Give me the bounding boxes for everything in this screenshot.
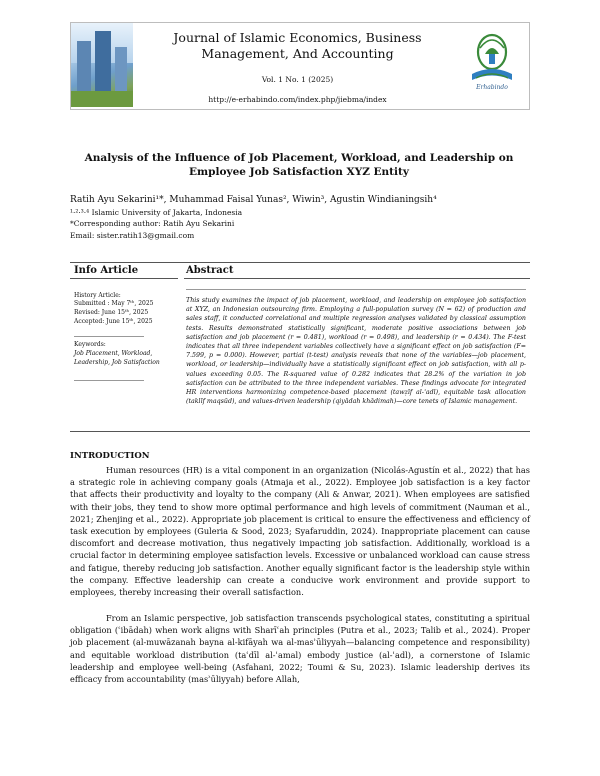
keywords-label: Keywords: [74,341,106,348]
journal-url[interactable]: http://e-erhabindo.com/index.php/jiebma/index [208,95,387,104]
journal-volume: Vol. 1 No. 1 (2025) [261,75,334,84]
info-divider [74,336,144,337]
author-list: Ratih Ayu Sekarini¹*, Muhammad Faisal Yunas², Wiwin³, Agustin Windianingsih⁴ [70,195,437,205]
top-rule [70,262,530,263]
revised-date: Revised: June 15ᵗʰ, 2025 [74,309,149,316]
intro-paragraph-2: From an Islamic perspective, job satisfaction transcends psychological states, constituting a spiritual obligation (ʿibādah) when work aligns with Sharīʿah principles (Putra et al., 2023; Talib et al., 2024). Proper job placement (al-muwāzanah bayna al-kifāyah wa al-masʾūliyyah—balancing competence and responsibility) and equitable workload distribution (taʿdīl al-ʿamal) embody justice (al-ʿadl), a cornerstone of Islamic leadership and employee well-being (Asfahani, 2022; Toumi & Su, 2023). Islamic leadership derives its efficacy from accountability (masʾūliyyah) before Allah, [70,613,530,685]
accepted-date: Accepted: June 15ᵗʰ, 2025 [74,318,153,325]
keywords-line-1: Job Placement, Workload, [74,350,153,357]
abstract-text: This study examines the impact of job placement, workload, and leadership on employee job satisfaction at XYZ, an Indonesian outsourcing firm. Employing a full-population survey (N = 62) of production and sales staff, it conducted correlational and multiple regression analyses validated by classical assumption tests. Results demonstrated statistically significant, moderate positive associations between job satisfaction and job placement (r = 0.481), workload (r = 0.498), and leadership (r = 0.434). The F-test indicates that all three independent variables collectively have a significant effect on job satisfaction (F= 7.599, p = 0.000). However, partial (t-test) analysis reveals that none of the variables—job placement, workload, or leadership—individually have a statistically significant effect on job satisfaction, with all p-values exceeding 0.05. The R-squared value of 0.282 indicates that 28.2% of the variation in job satisfaction can be attributed to the three independent variables. These findings advocate for integrated HR interventions harmonizing competence-based placement (tawẓīf al-ʿadl), equitable task allocation (taklīf maqsūd), and values-driven leadership (qiyādah khādimah)—core tenets of Islamic management. [186,297,526,406]
bottom-rule [70,431,530,432]
history-label: History Article: [74,292,121,299]
publisher-logo-text: Erhabindo [476,84,508,91]
article-title: Analysis of the Influence of Job Placement, Workload, and Leadership on Employee Job Satisfaction XYZ Entity [84,152,514,178]
journal-cover-image [71,23,133,107]
abstract-top-rule [186,289,526,290]
publisher-logo [462,24,522,104]
keywords-line-2: Leadership, Job Satisfaction [74,359,160,366]
abstract-heading-rule [184,278,530,279]
journal-title: Journal of Islamic Economics, Business Management, And Accounting [173,30,422,61]
keywords-bottom-rule [74,380,144,381]
author-email[interactable]: Email: sister.ratih13@gmail.com [70,231,195,240]
info-article-heading: Info Article [74,265,139,276]
introduction-heading: INTRODUCTION [70,451,150,461]
info-heading-rule [70,278,178,279]
submitted-date: Submitted : May 7ᵗʰ, 2025 [74,300,154,307]
abstract-heading: Abstract [186,265,234,276]
affiliation: ¹·²·³·⁴ Islamic University of Jakarta, Indonesia [70,208,243,217]
corresponding-author: *Corresponding author: Ratih Ayu Sekarini [70,219,235,228]
intro-paragraph-1: Human resources (HR) is a vital component in an organization (Nicolás-Agustín et al., 2022) that has a strategic role in achieving company goals (Atmaja et al., 2022). Employee job satisfaction is a key factor that affects their productivity and loyalty to the company (Ali & Anwar, 2021). When employees are satisfied with their jobs, they tend to show more optimal performance and high levels of commitment (Nauman et al., 2021; Zhenjing et al., 2022). Appropriate job placement is critical to ensure the effectiveness and efficiency of task execution by employees (Guleria & Sood, 2023; Syafaruddin, 2024). Inappropriate placement can cause discomfort and decrease motivation, thus negatively impacting job satisfaction. Additionally, workload is a crucial factor in determining employee satisfaction levels. Excessive or unbalanced workload can cause stress and fatigue, thereby reducing job satisfaction. Another equally significant factor is the leadership style within the company. Effective leadership can create a conducive work environment and provide support to employees, thereby increasing their overall satisfaction. [70,465,530,598]
